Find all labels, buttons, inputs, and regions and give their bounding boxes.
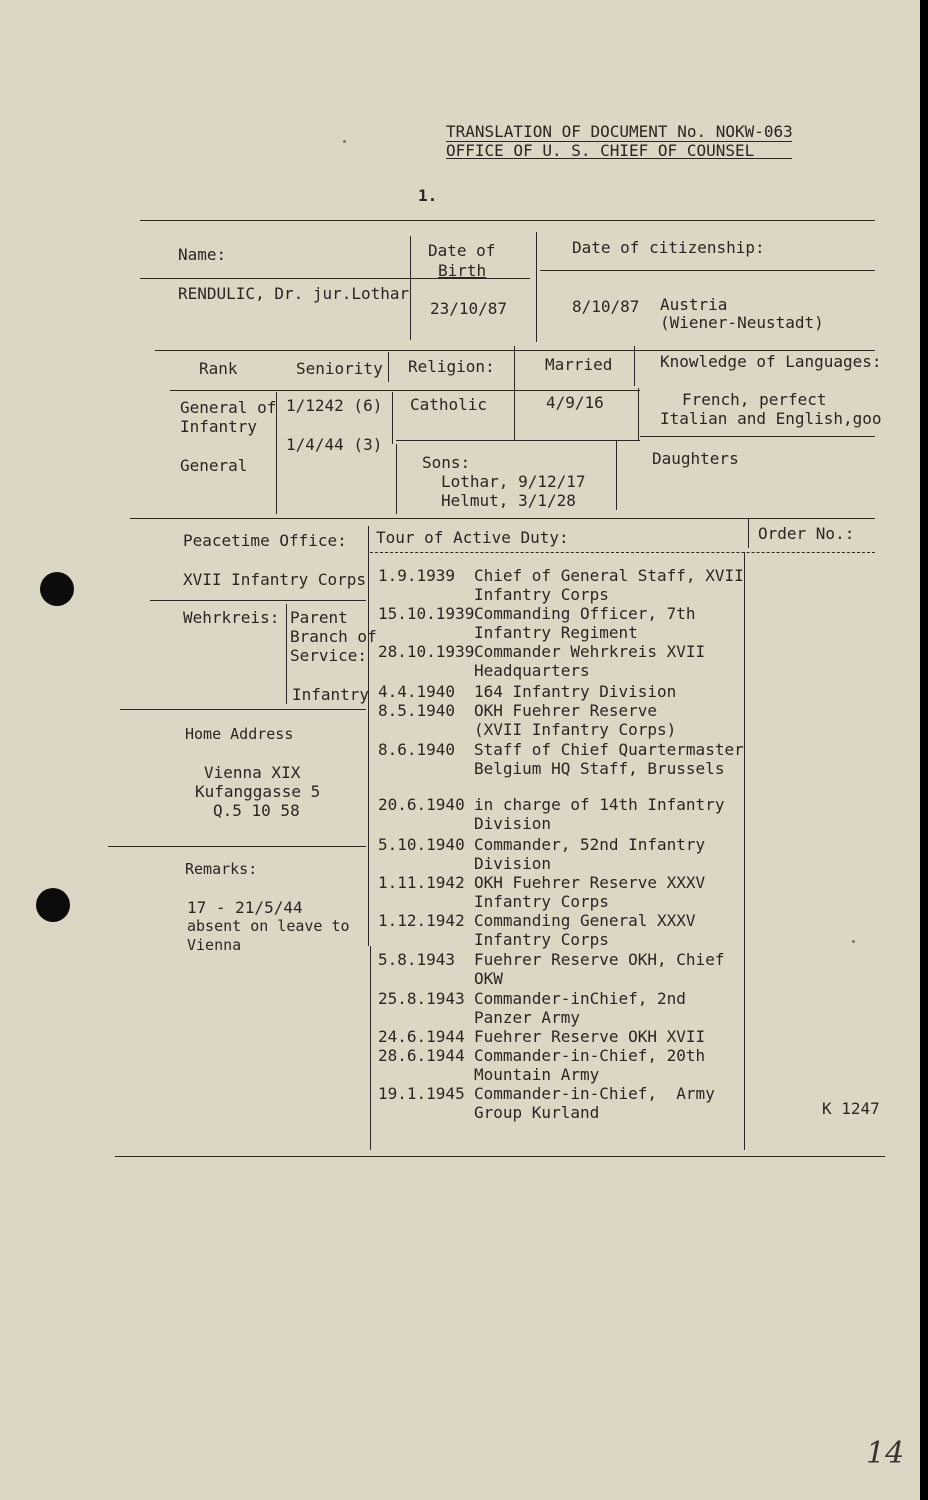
seniority-label: Seniority	[296, 359, 383, 378]
duty-description: Fuehrer Reserve OKH, Chief	[474, 950, 725, 969]
duty-date: 5.10.1940	[378, 835, 465, 854]
duty-description: 164 Infantry Division	[474, 682, 677, 701]
duty-description: Commander-inChief, 2nd	[474, 989, 686, 1008]
branch-label-3: Service:	[290, 646, 368, 665]
duty-date: 19.1.1945	[378, 1084, 465, 1103]
peacetime-label: Peacetime Office:	[183, 531, 347, 550]
duty-description: Commanding General XXXV	[474, 911, 696, 930]
duty-date: 8.5.1940	[378, 701, 456, 720]
duty-description: OKH Fuehrer Reserve XXXV	[474, 873, 706, 892]
name-label: Name:	[178, 245, 227, 264]
duty-date: 24.6.1944	[378, 1027, 465, 1046]
duty-date: 5.8.1943	[378, 950, 456, 969]
service-section-top-line	[130, 518, 875, 519]
punch-hole-upper	[40, 572, 74, 606]
duty-date: 8.6.1940	[378, 740, 456, 759]
duty-description: OKH Fuehrer Reserve	[474, 701, 658, 720]
sons-label: Sons:	[422, 453, 471, 472]
duty-description-cont: Infantry Corps	[474, 892, 609, 911]
duty-date: 15.10.1939	[378, 604, 475, 623]
languages-label: Knowledge of Languages:	[660, 352, 882, 371]
remarks-line3: Vienna	[187, 936, 242, 954]
duty-date: 1.11.1942	[378, 873, 465, 892]
branch-label-2: Branch of	[290, 627, 377, 646]
duty-description-cont: Panzer Army	[474, 1008, 580, 1027]
duty-description-cont: Infantry Regiment	[474, 623, 638, 642]
duty-description: in charge of 14th Infantry	[474, 795, 725, 814]
duty-date: 25.8.1943	[378, 989, 465, 1008]
duty-description-cont: Infantry Corps	[474, 930, 609, 949]
languages-value-2: Italian and English,goo	[660, 409, 882, 428]
duty-description: Commander Wehrkreis XVII	[474, 642, 706, 661]
frame-bottom-line	[115, 1156, 885, 1157]
dob-label: Date of	[428, 241, 496, 260]
seniority-value-2: 1/4/44 (3)	[286, 435, 383, 454]
duty-date: 28.10.1939	[378, 642, 475, 661]
dob-value: 23/10/87	[430, 299, 508, 318]
duty-description-cont: Infantry Corps	[474, 585, 609, 604]
branch-value: Infantry	[292, 685, 370, 704]
page-marker: 1.	[418, 186, 438, 205]
order-label: Order No.:	[758, 524, 855, 543]
duty-description: Commander, 52nd Infantry	[474, 835, 706, 854]
duty-date: 28.6.1944	[378, 1046, 465, 1065]
married-label: Married	[545, 355, 613, 374]
languages-value-1: French, perfect	[682, 390, 827, 409]
dob-label-birth: Birth	[438, 261, 487, 280]
religion-label: Religion:	[408, 357, 495, 376]
daughters-label: Daughters	[652, 449, 739, 468]
rank-value-2: General	[180, 456, 248, 475]
remarks-label: Remarks:	[185, 860, 258, 878]
duty-description-cont: Headquarters	[474, 661, 590, 680]
home-address-line1: Vienna XIX	[204, 763, 301, 782]
frame-top-line	[140, 220, 875, 221]
rank-section-top-line	[155, 350, 875, 351]
duty-description: Staff of Chief Quartermaster	[474, 740, 744, 759]
citizenship-country: Austria	[660, 295, 728, 314]
duty-description-cont: OKW	[474, 969, 503, 988]
peacetime-value: XVII Infantry Corps	[183, 570, 367, 589]
duty-description-cont: Mountain Army	[474, 1065, 600, 1084]
home-address-label: Home Address	[185, 725, 294, 743]
seniority-value-1: 1/1242 (6)	[286, 396, 383, 415]
rank-value-1a: General of	[180, 398, 277, 417]
married-value: 4/9/16	[546, 393, 604, 412]
duty-description: Fuehrer Reserve OKH XVII	[474, 1027, 706, 1046]
order-number: K 1247	[822, 1099, 880, 1118]
handwritten-page-number: 14	[866, 1436, 905, 1471]
duty-description-cont: (XVII Infantry Corps)	[474, 720, 677, 739]
branch-label-1: Parent	[290, 608, 348, 627]
citizenship-label: Date of citizenship:	[572, 238, 765, 257]
citizenship-place: (Wiener-Neustadt)	[660, 313, 824, 332]
home-address-line3: Q.5 10 58	[213, 801, 300, 820]
duty-description-cont: Division	[474, 854, 552, 873]
duty-description: Commanding Officer, 7th	[474, 604, 696, 623]
rank-value-1b: Infantry	[180, 417, 258, 436]
duty-description: Chief of General Staff, XVII	[474, 566, 744, 585]
duty-date: 1.9.1939	[378, 566, 456, 585]
duty-description: Commander-in-Chief, 20th	[474, 1046, 706, 1065]
duty-label: Tour of Active Duty:	[376, 528, 569, 547]
son-2: Helmut, 3/1/28	[441, 491, 576, 510]
remarks-line2: absent on leave to	[187, 917, 350, 935]
duty-description-cont: Division	[474, 814, 552, 833]
remarks-line1: 17 - 21/5/44	[187, 898, 303, 917]
document-header-line2: OFFICE OF U. S. CHIEF OF COUNSEL	[446, 141, 755, 160]
rank-label: Rank	[199, 359, 238, 378]
citizenship-date: 8/10/87	[572, 297, 640, 316]
duty-date: 4.4.1940	[378, 682, 456, 701]
duty-description-cont: Belgium HQ Staff, Brussels	[474, 759, 725, 778]
punch-hole-lower	[36, 888, 70, 922]
wehrkreis-label: Wehrkreis:	[183, 608, 280, 627]
document-header-line1: TRANSLATION OF DOCUMENT No. NOKW-063	[446, 122, 793, 141]
duty-description: Commander-in-Chief, Army	[474, 1084, 715, 1103]
duty-description-cont: Group Kurland	[474, 1103, 600, 1122]
son-1: Lothar, 9/12/17	[441, 472, 586, 491]
name-value: RENDULIC, Dr. jur.Lothar	[178, 284, 410, 303]
home-address-line2: Kufanggasse 5	[195, 782, 321, 801]
duty-date: 20.6.1940	[378, 795, 465, 814]
religion-value: Catholic	[410, 395, 488, 414]
duty-date: 1.12.1942	[378, 911, 465, 930]
